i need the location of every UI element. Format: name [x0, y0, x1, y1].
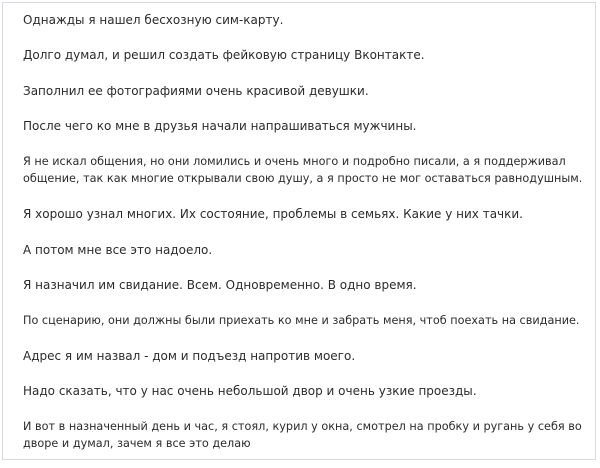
paragraph-7 [23, 242, 583, 259]
post-container [2, 2, 596, 460]
paragraph-line: общение, так как многие открывали свою душу, а я просто не мог оставаться равнодушным. [23, 172, 583, 186]
paragraph-line: Однажды я нашел бесхозную сим-карту. [23, 13, 284, 27]
paragraph-5 [23, 153, 583, 188]
paragraph-line: Я назначил им свидание. Всем. Одновременно. В одно время. [23, 278, 417, 292]
paragraph-1 [23, 12, 583, 29]
paragraph-line: Заполнил ее фотографиями очень красивой девушки. [23, 84, 369, 98]
paragraph-line: По сценарию, они должны были приехать ко мне и забрать меня, чтоб поехать на свидание. [23, 314, 580, 327]
paragraph-line: Надо сказать, что у нас очень небольшой двор и очень узкие проезды. [23, 384, 477, 398]
paragraph-3 [23, 83, 583, 100]
paragraph-10 [23, 348, 583, 365]
paragraph-line: После чего ко мне в друзья начали напрашиваться мужчины. [23, 119, 417, 133]
paragraph-6 [23, 206, 583, 223]
paragraph-4 [23, 118, 583, 135]
paragraph-line: Долго думал, и решил создать фейковую страницу Вконтакте. [23, 48, 425, 62]
paragraph-line: И вот в назначенный день и час, я стоял, курил у окна, смотрел на пробку и ругань у себя во [23, 420, 582, 433]
paragraph-line: дворе и думал, зачем я все это делаю [23, 437, 251, 451]
paragraph-line: А потом мне все это надоело. [23, 243, 213, 257]
paragraph-line: Я хорошо узнал многих. Их состояние, проблемы в семьях. Какие у них тачки. [23, 207, 523, 221]
paragraph-12 [23, 418, 583, 453]
paragraph-11 [23, 383, 583, 400]
paragraph-9 [23, 312, 583, 329]
paragraph-2 [23, 47, 583, 64]
paragraph-line: Я не искал общения, но они ломились и очень много и подробно писали, а я поддерживал [23, 155, 566, 168]
paragraph-8 [23, 277, 583, 294]
paragraph-line: Адрес я им назвал - дом и подъезд напротив моего. [23, 349, 356, 363]
